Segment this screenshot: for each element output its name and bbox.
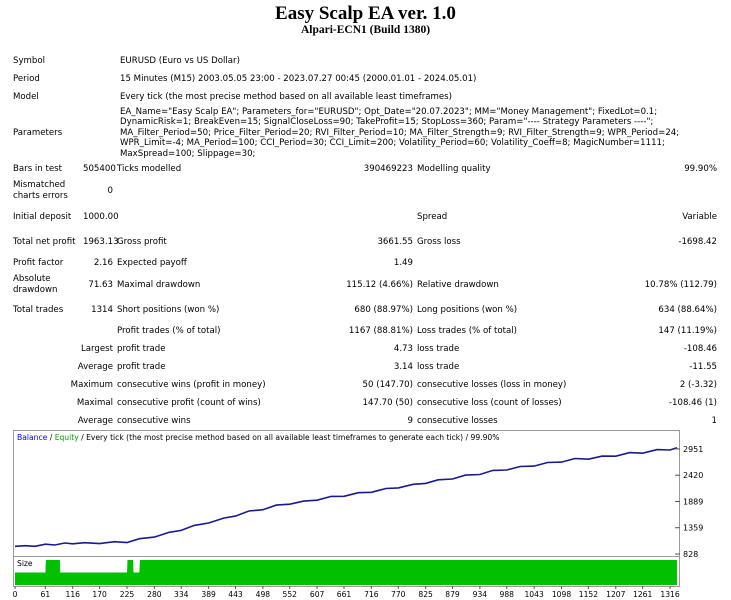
trades-value: 1314 [91,304,113,315]
row-average [11,358,719,376]
grossprofit-value: 3661.55 [377,236,413,247]
row-maximal [11,394,719,412]
y-tick-label: 2951 [683,444,704,454]
parameters-label: Parameters [13,127,63,138]
model-value: Every tick (the most precise method based on all available least timeframes) [120,91,453,102]
x-tick-label: 389 [201,590,216,599]
x-tick-label: 770 [391,590,406,599]
average-loss-value: -11.55 [689,361,717,372]
average-profit-value: 3.14 [393,361,413,372]
x-tick-label: 661 [336,590,352,599]
x-tick-label: 116 [65,590,80,599]
ltrades-label: Loss trades (% of total) [417,325,517,336]
x-tick-label: 280 [147,590,162,599]
row-pf [11,254,719,272]
bars-value: 505400 [83,163,116,174]
row-average2 [11,412,719,430]
x-tick-label: 1043 [524,590,544,599]
avg-cwins-value: 9 [407,415,413,426]
x-tick-label: 1152 [578,590,599,599]
x-tick-label: 552 [282,590,298,599]
average-label: Average [77,361,113,372]
x-tick-label: 1261 [632,590,653,599]
maximum-label: Maximum [70,379,113,390]
report-table [11,52,719,430]
period-value: 15 Minutes (M15) 2003.05.05 23:00 - 2023.07.27 00:45 (2000.01.01 - 2024.05.01) [120,73,477,84]
maxdd-value: 115.12 (4.66%) [346,279,413,290]
maximal-label: Maximal [76,397,113,408]
reldd-label: Relative drawdown [417,279,499,290]
legend-sep: / [47,433,55,442]
y-tick-label: 1359 [683,523,704,533]
row-bars [11,160,719,178]
row-maximum [11,376,719,394]
row-trades [11,298,719,322]
mismatch-label: Mismatched charts errors [13,180,68,201]
row-netprofit [11,230,719,254]
symbol-value: EURUSD (Euro vs US Dollar) [120,55,240,66]
avg-closses-value: 1 [711,415,717,426]
row-drawdown [11,272,719,298]
row-period [11,70,719,88]
largest-loss-value: -108.46 [683,343,717,354]
legend-equity: Equity [54,433,79,442]
mxl-closs-value: -108.46 (1) [668,397,717,408]
pf-value: 2.16 [93,257,113,268]
symbol-label: Symbol [13,55,46,66]
max-closses-label: consecutive losses (loss in money) [417,379,567,390]
deposit-value: 1000.00 [83,211,119,222]
x-tick-label: 334 [173,590,189,599]
balance-chart [13,430,723,599]
x-tick-label: 1207 [606,590,626,599]
max-cwins-label: consecutive wins (profit in money) [117,379,266,390]
legend-method: / Every tick (the most precise method based on all available least timeframes to generate each tick) [78,433,464,442]
report-title: Easy Scalp EA ver. 1.0 [275,3,456,24]
legend-quality: / 99.90% [463,433,500,442]
max-cwins-value: 50 (147.70) [362,379,413,390]
short-value: 680 (88.97%) [354,304,413,315]
mxl-cprofit-value: 147.70 (50) [362,397,413,408]
y-tick-label: 2420 [683,471,704,481]
row-largest [11,340,719,358]
largest-loss-label: loss trade [417,343,460,354]
bars-label: Bars in test [13,163,62,174]
pf-label: Profit factor [13,257,64,268]
size-label: Size [17,559,33,568]
x-tick-label: 498 [255,590,271,599]
x-tick-label: 170 [92,590,107,599]
ptrades-value: 1167 (88.81%) [348,325,413,336]
y-tick-label: 1889 [683,497,704,507]
ptrades-label: Profit trades (% of total) [117,325,221,336]
report-subtitle: Alpari-ECN1 (Build 1380) [300,24,431,36]
x-tick-label: 825 [418,590,433,599]
deposit-label: Initial deposit [13,211,72,222]
x-tick-label: 879 [445,590,460,599]
largest-label: Largest [80,343,113,354]
chart-legend [17,433,499,442]
row-symbol [11,52,719,70]
row-deposit [11,204,719,230]
trades-label: Total trades [13,304,64,315]
grossloss-value: -1698.42 [678,236,717,247]
x-tick-label: 0 [13,590,18,599]
row-mismatch [11,178,719,204]
row-parameters [11,106,719,160]
x-tick-label: 1316 [660,590,680,599]
mxl-closs-label: consecutive loss (count of losses) [417,397,562,408]
legend-balance: Balance [17,433,48,442]
x-tick-label: 443 [228,590,243,599]
grossprofit-label: Gross profit [117,236,167,247]
reldd-value: 10.78% (112.79) [644,279,717,290]
quality-value: 99.90% [684,163,717,174]
largest-profit-label: profit trade [117,343,166,354]
x-tick-label: 988 [499,590,515,599]
x-tick-label: 607 [309,590,325,599]
payoff-value: 1.49 [393,257,413,268]
x-tick-label: 716 [364,590,379,599]
period-label: Period [13,73,40,84]
max-closses-value: 2 (-3.32) [679,379,717,390]
avg-cwins-label: consecutive wins [117,415,191,426]
short-label: Short positions (won %) [117,304,220,315]
model-label: Model [13,91,39,102]
absdd-label: Absolute drawdown [13,274,58,295]
x-tick-label: 61 [40,590,51,599]
average2-label: Average [77,415,113,426]
parameters-value: EA_Name="Easy Scalp EA"; Parameters_for="EURUSD"; Opt_Date="20.07.2023"; MM="Money Management"; FixedLot=0.1; DynamicRisk=1; BreakEven=15; SignalCloseLoss=90; TakeProfit=15; StopLoss=360; Param="---- Strategy Parameters ----"; MA_Filter_Period=50; Price_Filter_Period=20; RVI_Filter_Period=10; MA_Filter_Strength=9; RVI_Filter_Strength=9; WPR_Period=24; WPR_Limit=-4; MA_Period=100; CCI_Period=30; CCI_Limit=200; Volatility_Period=60; Volatility_Coeff=8; MagicNumber=1111; MaxSpread=100; Slippage=30; [120,106,680,159]
maxdd-label: Maximal drawdown [117,279,201,290]
mxl-cprofit-label: consecutive profit (count of wins) [117,397,261,408]
average-profit-label: profit trade [117,361,166,372]
x-tick-label: 1098 [551,590,572,599]
quality-label: Modelling quality [417,163,491,174]
ltrades-value: 147 (11.19%) [658,325,717,336]
spread-value: Variable [682,211,717,222]
payoff-label: Expected payoff [117,257,187,268]
long-value: 634 (88.64%) [658,304,717,315]
absdd-value: 71.63 [88,279,113,290]
long-label: Long positions (won %) [417,304,518,315]
x-tick-label: 934 [472,590,488,599]
spread-label: Spread [417,211,448,222]
x-axis-ticks [13,586,680,599]
largest-profit-value: 4.73 [393,343,413,354]
netprofit-label: Total net profit [13,236,76,247]
row-ptrades [11,322,719,340]
avg-closses-label: consecutive losses [417,415,498,426]
mismatch-value: 0 [107,185,113,196]
chart-plot-frame [14,431,680,557]
average-loss-label: loss trade [417,361,460,372]
ticks-value: 390469223 [363,163,413,174]
ticks-label: Ticks modelled [117,163,182,174]
y-tick-label: 828 [683,550,699,559]
netprofit-value: 1963.13 [83,236,119,247]
x-tick-label: 225 [119,590,135,599]
grossloss-label: Gross loss [417,236,461,247]
row-model [11,88,719,106]
